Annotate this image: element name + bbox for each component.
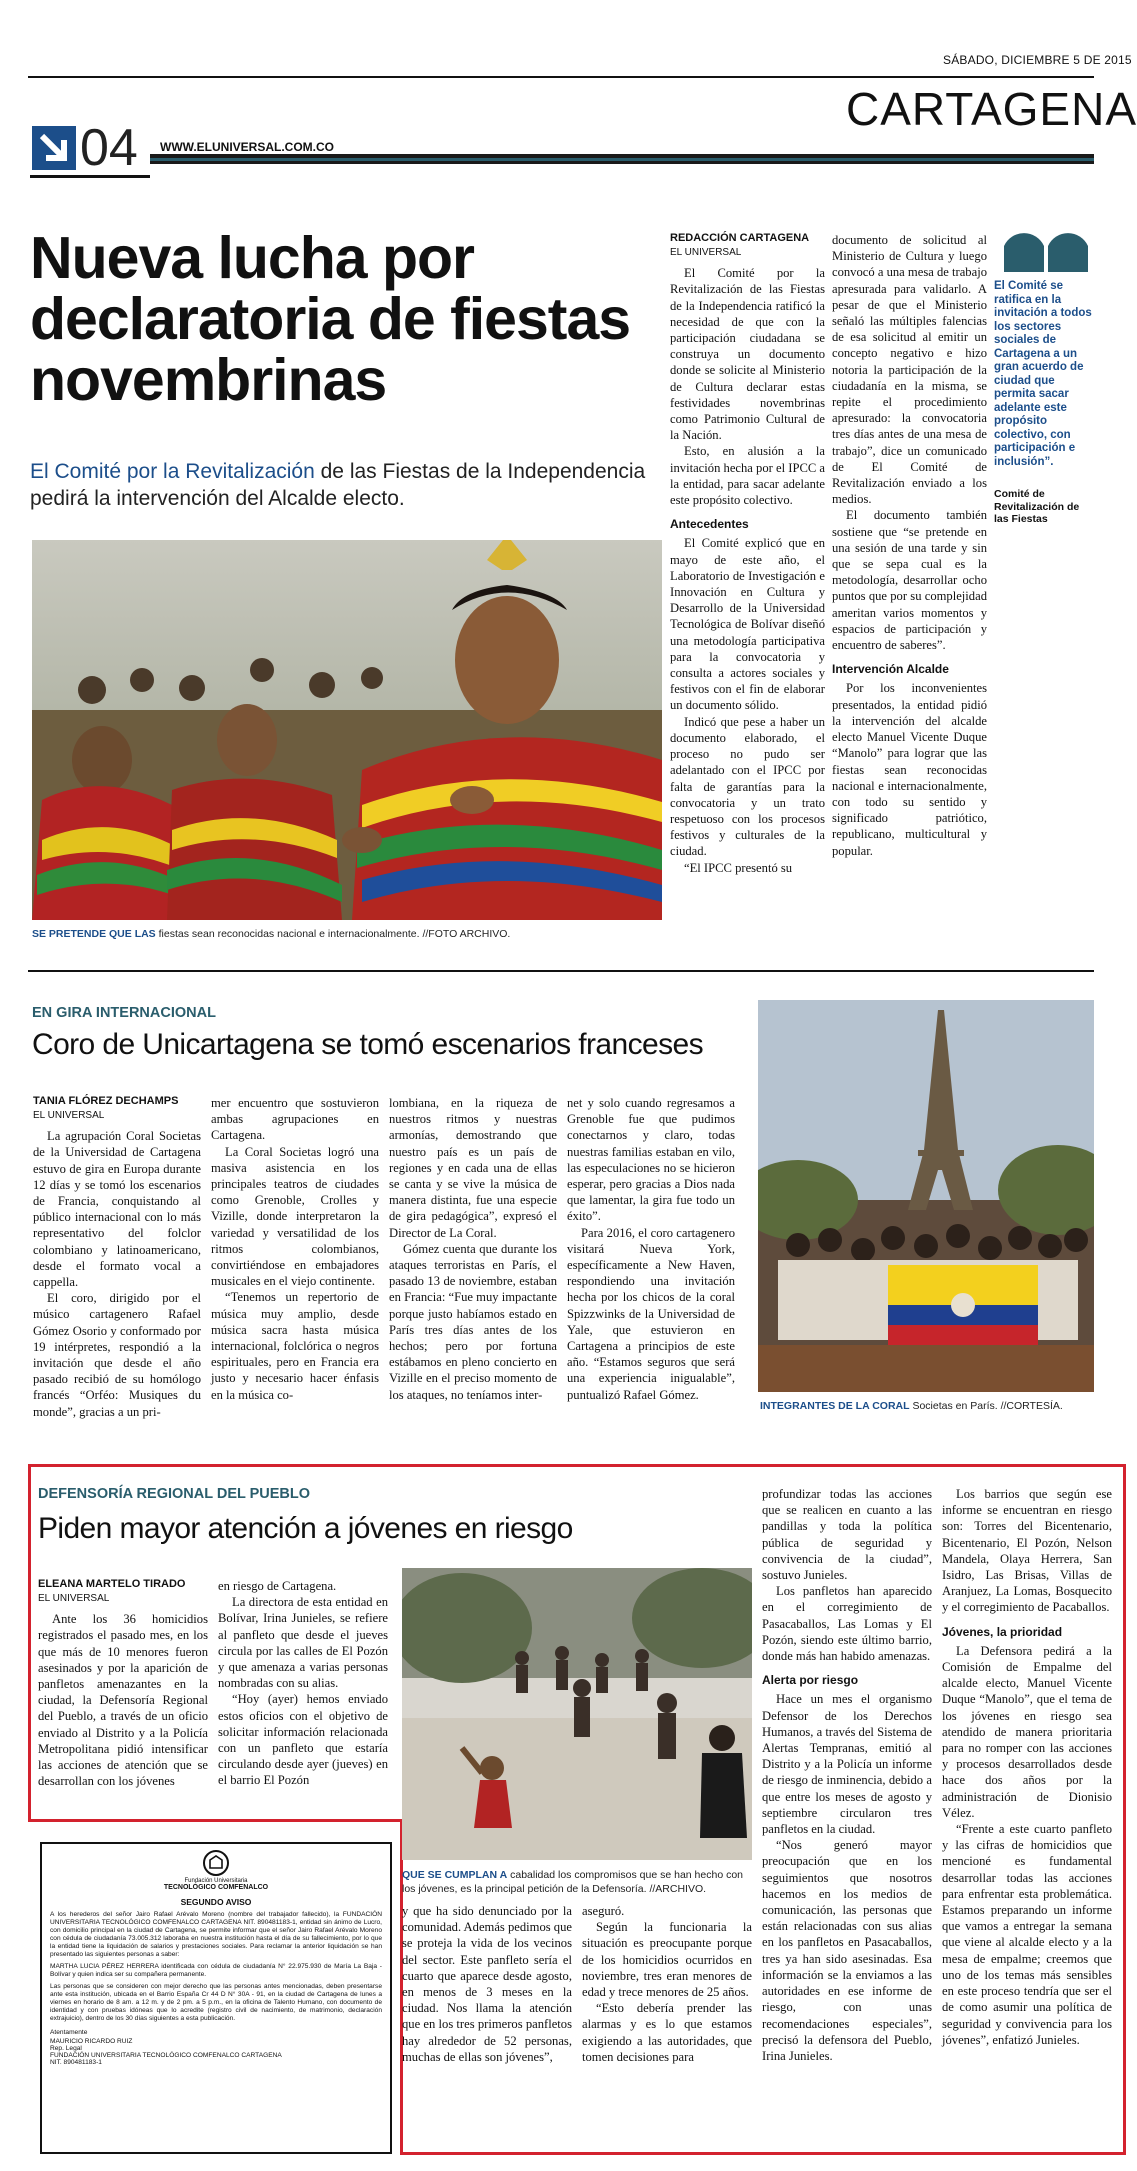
header-bottom-accent	[150, 158, 1094, 161]
section-divider-1	[28, 970, 1094, 972]
notice-sign-nit: NIT. 890481183-1	[50, 2059, 102, 2066]
notice-para-2: MARTHA LUCIA PÉREZ HERRERA identificada con cédula de ciudadanía N° 22.975.930 de María La Baja - Bolívar y quien indica ser su compañera permanente.	[50, 1963, 382, 1978]
article3-paragraph: en riesgo de Cartagena.	[218, 1579, 337, 1593]
article3-paragraph: Ante los 36 homicidios registrados el pasado mes, en los que más de 10 menores fueron asesinados y por la aparición de panfletos amenazantes en la ciudad, la Defensoría Regional del Pueblo, a través de un oficio enviado al Distrito y a la Policía Metropolitana pidió intensificar las acciones de atención que se desarrollan con los jóvenes	[38, 1612, 208, 1789]
highlight-outline-step	[28, 1819, 403, 1822]
article1-paragraph: Indicó que pese a haber un documento elaborado, el proceso no pudo ser adelantado con el IPCC por falta de garantías para la convocatoria y un trato respetuoso con los procesos festivos y culturales de la ciudad.	[670, 714, 825, 859]
article2-caption-lead: INTEGRANTES DE LA CORAL	[760, 1400, 910, 1412]
article3-column-2	[218, 1578, 388, 1789]
article3-caption-lead: QUE SE CUMPLAN A	[402, 1869, 508, 1881]
article3-subhead-alerta: Alerta por riesgo	[762, 1673, 859, 1688]
notice-org-small: Fundación Universitaria	[184, 1878, 248, 1884]
article2-column-2	[211, 1095, 379, 1403]
article3-byline: ELEANA MARTELO TIRADO	[38, 1578, 186, 1590]
arrow-icon	[32, 126, 76, 170]
article3-paragraph: “Esto debería prender las alarmas y es lo que estamos exigiendo a las autoridades, que tomen decisiones para	[582, 2001, 752, 2064]
article2-paragraph: “Tenemos un repertorio de música muy amplio, desde música sacra hasta música internacional, folclórica o negros espirituales, pero en Francia era justo y necesario hacer énfasis en la música co-	[211, 1290, 379, 1402]
article1-paragraph: Por los inconvenientes presentados, la entidad pidió la intervención del alcalde electo Manuel Vicente Duque “Manolo” para lograr que las fiestas sean reconocidas nacional e internacionalmente, con todo su sentido y significado patriótico, republicano, multicultural y popular.	[832, 681, 987, 858]
article1-paragraph: El documento también sostiene que “se pretende en una sesión de una tarde y sin que se sepa cual es la metodología, desarrollar ocho puntos que por su complejidad ameritan varios momentos y espacios de participación y encuentro de saberes”.	[832, 508, 987, 653]
article1-source: EL UNIVERSAL	[670, 247, 742, 258]
article1-headline: Nueva lucha por declaratoria de fiestas novembrinas	[30, 225, 631, 413]
article3-source: EL UNIVERSAL	[38, 1593, 110, 1604]
article2-photo-choir	[758, 1000, 1094, 1392]
article2-byline: TANIA FLÓREZ DECHAMPS	[33, 1095, 179, 1107]
article1-caption-rest: fiestas sean reconocidas nacional e internacionalmente. //FOTO ARCHIVO.	[155, 928, 511, 940]
article2-paragraph: mer encuentro que sostuvieron ambas agrupaciones en Cartagena.	[211, 1096, 379, 1143]
page-number: 04	[80, 119, 138, 177]
article1-deck	[30, 458, 650, 512]
site-url[interactable]: WWW.ELUNIVERSAL.COM.CO	[160, 140, 334, 154]
section-divider-2	[28, 1465, 1094, 1467]
article2-column-1	[33, 1095, 201, 1420]
article3-photo-caption	[402, 1868, 752, 1896]
article2-paragraph: net y solo cuando regresamos a Grenoble fue que pudimos conectarnos y claro, todas nuestras familias estaban en vilo, las especulaciones no se hicieron esperar, pero gracias a Dios nada que lamentar, la gira fue todo un éxito”.	[567, 1096, 735, 1224]
notice-para-1: A los herederos del señor Jairo Rafael Arévalo Moreno (nombre del trabajador fallecido), la FUNDACIÓN UNIVERSITARIA TECNOLÓGICO COMFENALCO CARTAGENA NIT. 890481183-1, entidad sin ánimo de Lucro, con domicilio principal en la ciudad de Cartagena, se permite informar que el señor Jairo Rafael Arévalo Moreno con cédula de ciudadanía 73.005.312 laboraba en nuestra institución hasta el día de su fallecimiento, por lo que la entidad tiene la liquidación de salarios y prestaciones sociales. Para reclamar la anterior liquidación se han presentado las siguientes personas a saber:	[50, 1911, 382, 1958]
article1-quote-mark-icon	[1000, 222, 1090, 274]
article2-column-4	[567, 1095, 735, 1403]
article1-byline: REDACCIÓN CARTAGENA	[670, 232, 810, 244]
article1-paragraph: Esto, en alusión a la invitación hecha por el IPCC a la entidad, para sacar adelante este propósito colectivo.	[670, 444, 825, 508]
article2-paragraph: lombiana, en la riqueza de nuestros ritmos y nuestras armonías, demostrando que nuestro país es un país de regiones y en cada una de ellas se canta y se vive la música de manera distinta, fue una especie de gira pedagógica”, expresó el Director de La Coral.	[389, 1096, 557, 1240]
article1-paragraph: El Comité por la Revitalización de las Fiestas de la Independencia ratificó la necesidad de que con la participación ciudadana se construya un documento donde se solicite al Ministerio de Cultura declarar estas festividades novembrinas como Patrimonio Cultural de la Nación.	[670, 266, 825, 443]
article3-paragraph: Los panfletos han aparecido en el corregimiento de Pasacaballos, Las Lomas y El Pozón, siendo este último barrio, donde más han habido amenazas.	[762, 1584, 932, 1664]
article3-column-5	[942, 1486, 1112, 2048]
notice-sign-org: FUNDACIÓN UNIVERSITARIA TECNOLÓGICO COMFENALCO CARTAGENA	[50, 2052, 282, 2059]
article1-quote-attribution: Comité de Revitalización de las Fiestas	[994, 488, 1080, 525]
article2-paragraph: Para 2016, el coro cartagenero visitará Nueva York, específicamente a New Haven, respondiendo una invitación hecha por los chicos de la coral Spizzwinks de la Universidad de Yale, que estuvieron en Cartagena a principios de este año. “Estamos seguros que será una experiencia inigualable”, puntualizó Rafael Gómez.	[567, 1225, 735, 1402]
article3-paragraph: Según la funcionaria la situación es preocupante porque de los homicidios ocurridos en noviembre, tres eran menores de edad y trece menores de 25 años.	[582, 1920, 752, 2000]
article2-paragraph: El coro, dirigido por el músico cartagenero Rafael Gómez Osorio y conformado por 19 intérpretes, respondió a la invitación que desde el año pasado recibió de su homólogo francés “Orféo: Musiques du monde”, gracias a un pri-	[33, 1291, 201, 1419]
article1-caption-lead: SE PRETENDE QUE LAS	[32, 928, 156, 940]
article1-deck-rest: de las Fiestas de la Independencia pedirá la intervención del Alcalde electo.	[30, 460, 646, 510]
article3-paragraph: “Nos generó mayor preocupación que en los seguimientos que nosotros hacemos en los medios de comunicación, las personas que están relacionadas con sus alias en los panfletos en Pasacaballos, tres ya han sido asesinadas. Esa información se la enviamos a las autoridades en ese informe de riesgo, con unas recomendaciones especiales”, precisó la defensora del Pueblo, Irina Junieles.	[762, 1838, 932, 2063]
article1-paragraph: documento de solicitud al Ministerio de Cultura y luego convocó a una mesa de trabajo apresurada para validarlo. A pesar de que el Ministerio señaló las múltiples falencias de esa solicitud al emitir un concepto negativo e hizo notoria la participación de la ciudadanía en la misma, se repite el procedimiento apresurado: la convocatoria tres días antes de una mesa de trabajo”, dice un comunicado de El Comité de Revitalización enviado a los medios.	[832, 233, 987, 507]
article1-pull-quote: El Comité se ratifica en la invitación a todos los sectores sociales de Cartagena a un gran acuerdo de ciudad que permita sacar adelante este propósito colectivo, con participación e inclusión”.	[994, 280, 1092, 468]
article3-paragraph: Los barrios que según ese informe se encuentran en riesgo son: Torres del Bicentenario, Bicentenario, El Pozón, Nelson Mandela, Olaya Herrera, San Isidro, Las Brisas, Villas de Aranjuez, La Lomas, Bosquecito y el corregimiento de Pacaballos.	[942, 1487, 1112, 1615]
article1-paragraph: “El IPCC presentó su	[684, 860, 793, 875]
article3-paragraph: profundizar todas las acciones que se realicen en cuanto a las pandillas y toda la política pública de seguridad y convivencia de la ciudad”, sostuvo Junieles.	[762, 1487, 932, 1583]
article1-subhead-antecedentes: Antecedentes	[670, 517, 749, 532]
article3-paragraph: La Defensora pedirá a la Comisión de Empalme del alcalde electo, Manuel Vicente Duque “Manolo”, que el tema de los jóvenes en riesgo sea atendido de manera prioritaria para no romper con las acciones y procesos desarrollados desde hace dos años por la administración de Dionisio Vélez.	[942, 1643, 1112, 1820]
page-number-box	[30, 120, 150, 178]
notice-logo-icon	[203, 1850, 229, 1876]
header-top-rule	[28, 76, 1094, 78]
article1-subhead-intervencion: Intervención Alcalde	[832, 662, 949, 677]
article3-paragraph: “Frente a este cuarto panfleto y las cifras de homicidios que mencioné es fundamental desarrollar todas las acciones para enfrentar esta problemática. Estamos preparando un informe que vamos a entregar la semana que viene al alcalde electo y a la mesa de empalme; creemos que uno de los temas más sensibles en este proceso tendría que ser el de como asumir una política de seguridad y convivencia para los jóvenes”, enfatizó Junieles.	[942, 1822, 1112, 2047]
notice-org-name: TECNOLÓGICO COMFENALCO	[163, 1884, 269, 1891]
article2-column-3	[389, 1095, 557, 1403]
section-title: CARTAGENA	[846, 83, 1137, 135]
article3-headline: Piden mayor atención a jóvenes en riesgo	[38, 1512, 573, 1545]
article3-paragraph: y que ha sido denunciado por la comunidad. Además pedimos que se proteja la vida de los vecinos del sector. Este panfleto sería el cuarto que aparece desde agosto, en menos de 3 meses en la ciudad. Nos llama la atención que en los tres primeros panfletos hay alrededor de 52 personas, muchas de ellas son jóvenes”,	[402, 1904, 572, 2064]
article2-caption-rest: Societas en París. //CORTESÍA.	[909, 1400, 1063, 1412]
notice-sign-name: MAURICIO RICARDO RUIZ	[50, 2038, 133, 2045]
legal-notice-box	[40, 1842, 392, 2154]
notice-para-3: Las personas que se consideren con mejor derecho que las personas antes mencionadas, deben presentarse ante esta institución, ubicada en el Barrio España Cr 44 D N° 30A - 91, en la ciudad de Cartagena de lunes a viernes en horario de 8 am. a 12 m. y de 2 pm. a 5 p.m., en la oficina de Talento Humano, con documento de identidad y con pruebas idóneas que lo acredite (registro civil de nacimiento, de matrimonio, declaración extrajuicio), dentro de los 30 días siguientes a esta publicación.	[50, 1983, 382, 2022]
article3-column-4	[762, 1486, 932, 2064]
article3-column-3b	[582, 1903, 752, 2065]
article3-paragraph: “Hoy (ayer) hemos enviado estos oficios con el objetivo de solicitar información relacionada con un panfleto que estaría circulando desde ayer (jueves) en el barrio El Pozón	[218, 1692, 388, 1788]
notice-heading: SEGUNDO AVISO	[180, 1897, 252, 1907]
article3-kicker: DEFENSORÍA REGIONAL DEL PUEBLO	[38, 1486, 311, 1502]
article1-paragraph: El Comité explicó que en mayo de este año, el Laboratorio de Investigación e Innovación en Cultura y Desarrollo de la Universidad Tecnológica de Bolívar diseñó una metodología participativa para la convocatoria y consulta a actores sociales y festivos con el fin de elaborar un documento sólido.	[670, 536, 825, 713]
article2-paragraph: La Coral Societas logró una masiva asistencia en los principales teatros de ciudades como Grenoble, Crolles y Vizille, donde interpretaron la variedad y versatilidad de los ritmos colombianos, convirtiéndose en embajadores musicales en el viejo continente.	[211, 1144, 379, 1289]
article2-headline: Coro de Unicartagena se tomó escenarios franceses	[32, 1028, 703, 1061]
article1-deck-lead: El Comité por la Revitalización	[30, 460, 315, 483]
article3-photo-street	[402, 1568, 752, 1860]
article2-kicker: EN GIRA INTERNACIONAL	[32, 1005, 216, 1021]
article2-photo-caption	[760, 1400, 1096, 1412]
article2-source: EL UNIVERSAL	[33, 1110, 105, 1121]
article1-column-2	[832, 232, 987, 859]
article3-paragraph: La directora de esta entidad en Bolívar, Irina Junieles, se refiere al panfleto que desde el jueves circula por las calles de El Pozón y que amenaza a varias personas nombradas con su alias.	[218, 1595, 388, 1691]
article1-photo-dancers	[32, 540, 662, 920]
article2-paragraph: Gómez cuenta que durante los ataques terroristas en París, el pasado 13 de noviembre, estaban en Francia: “Fue muy impactante porque justo habíamos estado en París tres días antes de los hechos; pero por fortuna estábamos en pleno concierto en Vizille en el preciso momento de los ataques, no teníamos inter-	[389, 1241, 557, 1402]
article3-subhead-jovenes: Jóvenes, la prioridad	[942, 1624, 1063, 1639]
article3-paragraph: Hace un mes el organismo Defensor de los Derechos Humanos, a través del Sistema de Alertas Tempranas, emitió al Distrito y a la Policía un informe de riesgo de inminencia, debido a que entre los meses de agosto y septiembre circularon tres panfletos en la ciudad.	[762, 1692, 932, 1837]
article2-paragraph: La agrupación Coral Societas de la Universidad de Cartagena estuvo de gira en Europa durante 12 días y se tomó los escenarios de Francia, conquistando al público internacional con lo más representativo del folclor colombiano y latinoamericano, desde el formato vocal a cappella.	[33, 1129, 201, 1290]
notice-sign-role: Rep. Legal	[50, 2045, 82, 2052]
article3-column-1	[38, 1578, 208, 1789]
article1-photo-caption	[32, 928, 672, 940]
article3-caption-rest: cabalidad los compromisos que se han hecho con los jóvenes, es la principal petición de la Defensoría. //ARCHIVO.	[402, 1869, 744, 1895]
article3-paragraph: aseguró.	[582, 1904, 625, 1918]
article3-column-2b	[402, 1903, 572, 2065]
article1-column-1	[670, 232, 825, 876]
issue-date: SÁBADO, DICIEMBRE 5 DE 2015	[943, 53, 1132, 67]
notice-sign-label: Atentamente	[50, 2029, 88, 2036]
